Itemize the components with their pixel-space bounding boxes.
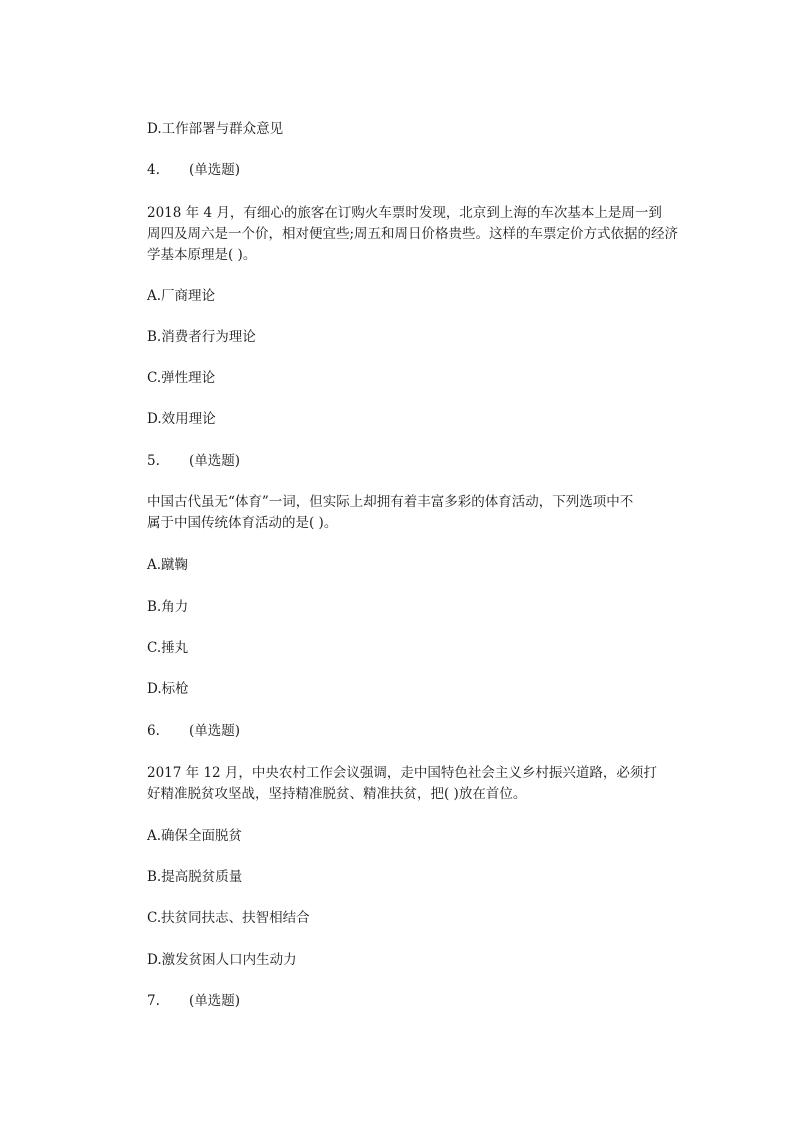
- question-6-header: [147, 721, 240, 741]
- question-4-option-b: B.消费者行为理论: [147, 329, 256, 345]
- question-4-stem: [147, 203, 679, 266]
- question-6-option-d: D.激发贫困人口内生动力: [147, 952, 297, 968]
- stem-line: 属于中国传统体育活动的是( )。: [147, 515, 338, 531]
- question-6-option-a: A.确保全面脱贫: [147, 828, 243, 844]
- question-4-option-d: D.效用理论: [147, 411, 216, 427]
- question-type: (单选题): [189, 453, 241, 469]
- question-type: (单选题): [189, 162, 241, 178]
- question-4-header: [147, 160, 240, 180]
- question-6-option-b: B.提高脱贫质量: [147, 869, 243, 885]
- stem-line: 2018 年 4 月，有细心的旅客在订购火车票时发现，北京到上海的车次基本上是周一到: [147, 205, 662, 221]
- question-5-header: [147, 451, 240, 471]
- stem-line: 中国古代虽无“体育”一词，但实际上却拥有着丰富多彩的体育活动，下列选项中不: [147, 494, 634, 510]
- question-type: (单选题): [189, 723, 241, 739]
- prev-option-d: D.工作部署与群众意见: [147, 121, 284, 137]
- question-5-stem: [147, 492, 667, 534]
- question-number: 6.: [147, 723, 160, 739]
- stem-line: 学基本原理是( )。: [147, 247, 257, 263]
- stem-line: 好精准脱贫攻坚战，坚持精准脱贫、精准扶贫，把( )放在首位。: [147, 786, 527, 802]
- question-4-option-c: C.弹性理论: [147, 370, 216, 386]
- question-4-option-a: A.厂商理论: [147, 288, 216, 304]
- question-number: 4.: [147, 162, 160, 178]
- stem-line: 2017 年 12 月，中央农村工作会议强调，走中国特色社会主义乡村振兴道路，必须打: [147, 765, 657, 781]
- question-type: (单选题): [189, 993, 241, 1009]
- question-6-option-c: C.扶贫同扶志、扶智相结合: [147, 910, 310, 926]
- question-5-option-d: D.标枪: [147, 681, 189, 697]
- question-5-option-b: B.角力: [147, 599, 189, 615]
- question-7-header: [147, 991, 240, 1011]
- question-6-stem: [147, 763, 667, 805]
- question-5-option-c: C.捶丸: [147, 640, 189, 656]
- question-number: 7.: [147, 993, 160, 1009]
- question-5-option-a: A.蹴鞠: [147, 557, 189, 573]
- question-number: 5.: [147, 453, 160, 469]
- stem-line: 周四及周六是一个价，相对便宜些;周五和周日价格贵些。这样的车票定价方式依据的经济: [147, 226, 679, 242]
